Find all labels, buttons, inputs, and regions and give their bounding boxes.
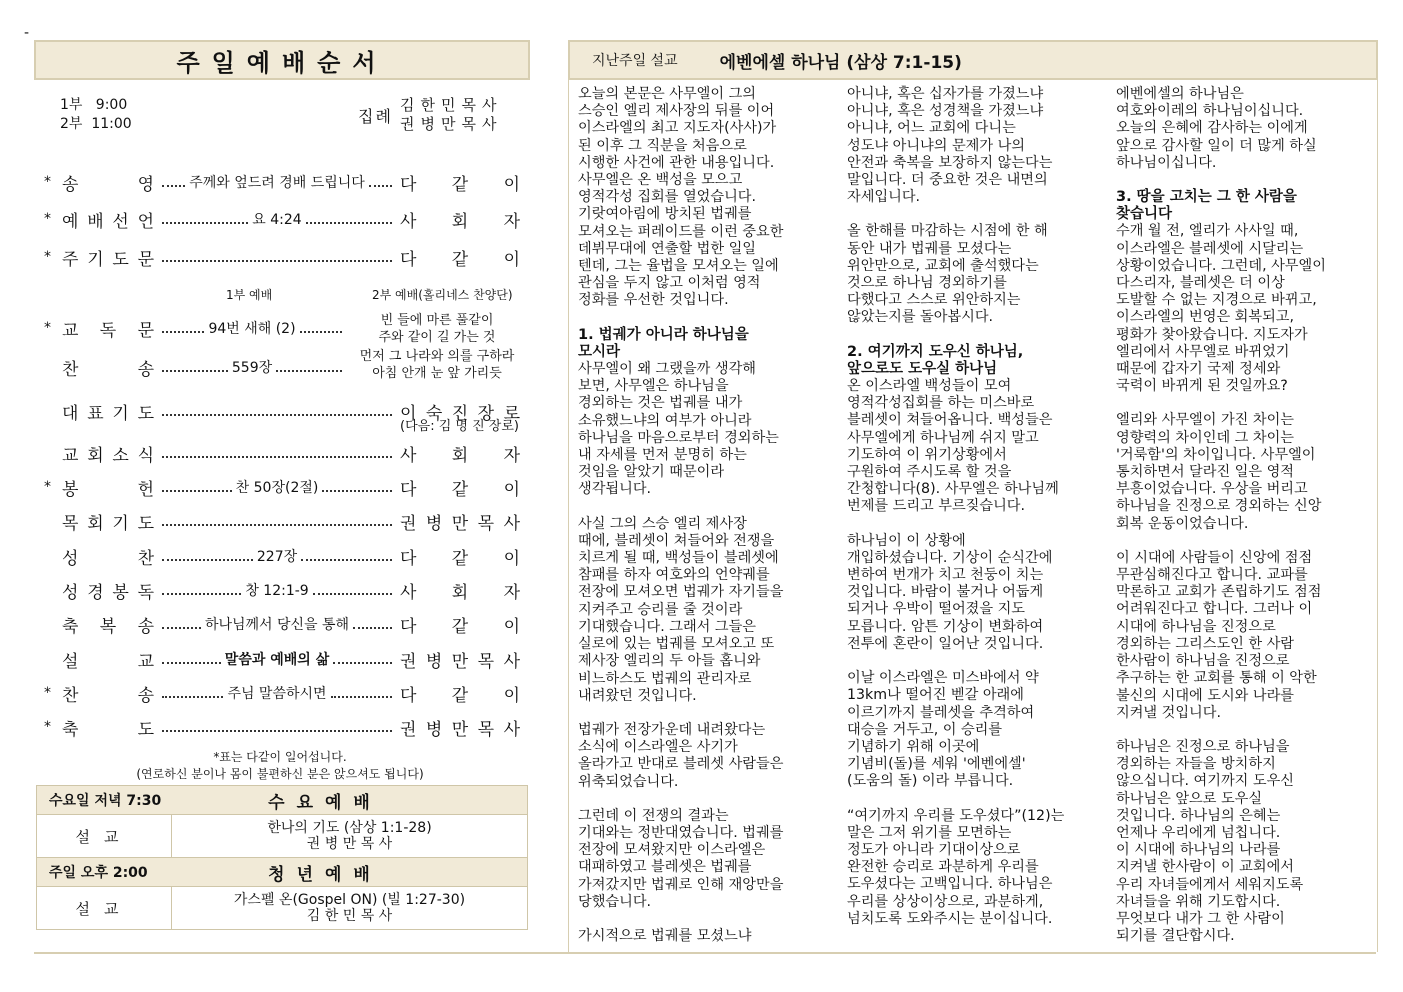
order-item-leader bbox=[400, 647, 524, 672]
spread-char: 권 bbox=[400, 513, 417, 534]
order-row bbox=[44, 244, 524, 270]
order-item-detail: 찬 50장(2절) bbox=[235, 480, 319, 496]
wednesday-service-table bbox=[36, 785, 528, 858]
leader-dots bbox=[162, 172, 392, 192]
spread-char: 목 bbox=[477, 513, 495, 534]
dot-leader bbox=[162, 593, 241, 595]
order-item-leader bbox=[400, 245, 524, 270]
leader-dots bbox=[162, 614, 392, 634]
spread-char: 진 bbox=[451, 403, 469, 424]
spread-char: 회 bbox=[451, 211, 469, 232]
youth-title: 청년예배 bbox=[268, 864, 382, 885]
order-item-leader bbox=[400, 681, 524, 706]
spread-char: 찬 bbox=[62, 685, 79, 706]
spread-char: 경 bbox=[87, 582, 104, 603]
dot-leader bbox=[162, 559, 253, 561]
spread-char: 찬 bbox=[62, 359, 79, 380]
paragraph-gap bbox=[847, 653, 1109, 670]
spread-char: 자 bbox=[503, 211, 520, 232]
sermon-paragraph: 이날 이스라엘은 미스바에서 약 13km나 떨어진 벧갈 아래에 이르기까지 블레셋을 추격하여 대승을 거두고, 이 승리를 기념하기 위해 이곳에 기념비(돌)를 세워 '에벤에셀' (도움의 돌) 이라 부릅니다. bbox=[847, 670, 1039, 790]
section-heading: 1. 법궤가 아니라 하나님을 모시라 bbox=[578, 326, 749, 360]
order-item-name bbox=[62, 681, 154, 706]
spread-char: 같 bbox=[451, 616, 469, 637]
sermon-paragraph: 수개 월 전, 엘리가 사사일 때, 이스라엘은 블레셋에 시달리는 상황이었습니다. 그런데, 사무엘이 다스리자, 블레셋은 더 이상 도발할 수 없는 지경으로 바뀌고, 이스라엘의 번영은 회복되고, 평화가 찾아왔습니다. 지도자가 엘리에서 사무엘로 바뀌었기 때문에 갑자기 국제 정세와 국력이 바뀌게 된 것일까요? bbox=[1116, 223, 1326, 395]
spread-char: 같 bbox=[451, 174, 469, 195]
spread-char: 이 bbox=[503, 174, 520, 195]
dot-leader bbox=[162, 370, 228, 372]
leader-dots bbox=[162, 252, 392, 262]
order-item-name bbox=[62, 509, 154, 534]
spread-char: 사 bbox=[400, 582, 417, 603]
spread-char: 송 bbox=[137, 685, 154, 706]
service-time-second: 2부 11:00 bbox=[60, 116, 132, 132]
spread-char: 봉 bbox=[112, 582, 129, 603]
order-item-detail: 창 12:1-9 bbox=[245, 583, 309, 599]
dot-leader bbox=[162, 222, 248, 224]
sermon-title: 에벤에셀 하나님 (삼상 7:1-15) bbox=[719, 52, 962, 73]
alt-hymn-2: 주와 같이 길 가는 것 bbox=[378, 330, 496, 345]
spread-char: 만 bbox=[451, 719, 469, 740]
youth-preacher: 김 한 민 목 사 bbox=[306, 908, 393, 924]
paragraph-gap bbox=[847, 206, 1109, 223]
order-item-leader bbox=[400, 207, 524, 232]
spread-char: 사 bbox=[400, 211, 417, 232]
order-row bbox=[44, 508, 524, 534]
standing-note: *표는 다같이 일어섭니다. bbox=[213, 750, 347, 764]
spread-char: 같 bbox=[451, 548, 469, 569]
spread-char: 축 bbox=[62, 719, 79, 740]
spread-char: 복 bbox=[99, 616, 117, 637]
dot-leader bbox=[162, 662, 221, 664]
order-row bbox=[44, 714, 524, 740]
first-service-heading: 1부 예배 bbox=[226, 288, 273, 302]
spread-char: 병 bbox=[425, 513, 443, 534]
spread-char: 소 bbox=[112, 445, 129, 466]
dot-leader bbox=[300, 331, 342, 333]
spread-char: 송 bbox=[62, 174, 79, 195]
sermon-paragraph: 사무엘이 왜 그랬을까 생각해 보면, 사무엘은 하나님을 경외하는 것은 법궤를 내가 소유했느냐의 여부가 아니라 하나님을 마음으로부터 경외하는 내 자세를 먼저 분명히 하는 것임을 알았기 때문이라 생각됩니다. bbox=[578, 361, 779, 498]
spread-char: 교 bbox=[62, 320, 79, 341]
sermon-header bbox=[568, 40, 1378, 80]
paragraph-gap bbox=[1116, 172, 1378, 189]
sermon-column-1 bbox=[578, 86, 840, 945]
order-item-leader bbox=[400, 612, 524, 637]
wednesday-title: 수요예배 bbox=[268, 792, 382, 813]
sermon-column-2 bbox=[847, 86, 1109, 928]
order-item-name bbox=[62, 612, 154, 637]
spread-char: 사 bbox=[400, 445, 417, 466]
spread-char: 병 bbox=[425, 651, 443, 672]
sermon-column-3 bbox=[1116, 86, 1378, 945]
spread-char: 다 bbox=[400, 548, 417, 569]
order-item-leader bbox=[400, 475, 524, 500]
dot-leader bbox=[333, 662, 392, 664]
spread-char: 다 bbox=[400, 249, 417, 270]
standing-marker: * bbox=[44, 249, 51, 265]
last-sermon-label: 지난주일 설교 bbox=[592, 53, 678, 69]
order-item-detail: 말씀과 예배의 삶 bbox=[224, 652, 330, 668]
youth-role: 설교 bbox=[37, 887, 172, 929]
spread-char: 다 bbox=[400, 685, 417, 706]
order-item-detail: 주님 말씀하시면 bbox=[227, 686, 327, 702]
sermon-paragraph: 엘리와 사무엘이 가진 차이는 영향력의 차이인데 그 차이는 '거룩함'의 차이입니다. 사무엘이 통치하면서 달라진 일은 영적 부흥이었습니다. 우상을 버리고 하나님을 진정으로 경외하는 신앙 회복 운동이었습니다. bbox=[1116, 412, 1322, 532]
spread-char: 같 bbox=[451, 685, 469, 706]
spread-char: 로 bbox=[503, 403, 520, 424]
spread-char: 성 bbox=[62, 582, 79, 603]
order-row bbox=[44, 577, 524, 603]
dot-leader bbox=[353, 627, 392, 629]
spread-char: 기 bbox=[112, 513, 129, 534]
spread-char: 선 bbox=[112, 211, 129, 232]
spread-char: 목 bbox=[477, 651, 495, 672]
paragraph-gap bbox=[847, 791, 1109, 808]
leader-dots bbox=[162, 516, 392, 526]
sermon-paragraph: 아니냐, 혹은 십자가를 가졌느냐 아니냐, 혹은 성경책을 가졌느냐 아니냐, 어느 교회에 다니는 성도냐 아니냐의 문제가 나의 안전과 축복을 보장하지 않는다는 말입니다. 더 중요한 것은 내면의 자세입니다. bbox=[847, 86, 1053, 206]
sermon-paragraph: 에벤에셀의 하나님은 여호와이레의 하나님이십니다. 오늘의 은혜에 감사하는 이에게 앞으로 감사할 일이 더 많게 하실 하나님이십니다. bbox=[1116, 86, 1317, 171]
dot-leader bbox=[162, 524, 392, 526]
order-item-detail: 559장 bbox=[231, 360, 273, 376]
spread-char: 같 bbox=[451, 249, 469, 270]
sermon-paragraph: 사실 그의 스승 엘리 제사장 때에, 블레셋이 쳐들어와 전쟁을 치르게 될 때, 백성들이 블레셋에 참패를 하자 여호와의 언약궤를 전장에 모셔오면 법궤가 자기들을 지켜주고 승리를 줄 것이라 기대했습니다. 그래서 그들은 실로에 있는 법궤를 모셔오고 또 제사장 엘리의 두 아들 홉니와 비느하스도 법궤의 관리자로 내려왔던 것입니다. bbox=[578, 515, 784, 704]
order-item-leader bbox=[400, 509, 524, 534]
dot-leader bbox=[313, 593, 392, 595]
spread-char: 이 bbox=[503, 548, 520, 569]
leader-dots bbox=[162, 406, 392, 416]
section-heading: 3. 땅을 고치는 그 한 사람을 찾습니다 bbox=[1116, 189, 1297, 223]
spread-char: 권 bbox=[400, 651, 417, 672]
dot-leader bbox=[306, 222, 392, 224]
spread-char: 장 bbox=[477, 403, 495, 424]
dot-leader bbox=[369, 185, 392, 187]
dot-leader bbox=[162, 185, 185, 187]
dot-leader bbox=[162, 627, 201, 629]
sermon-paragraph: 가시적으로 법궤를 모셨느냐 bbox=[578, 927, 752, 944]
spread-char: 사 bbox=[503, 513, 520, 534]
order-item-name bbox=[62, 578, 154, 603]
order-item-detail: 요 4:24 bbox=[252, 212, 302, 228]
order-item-name bbox=[62, 647, 154, 672]
order-item-leader bbox=[400, 441, 524, 466]
leader-dots bbox=[162, 722, 392, 732]
sermon-paragraph: 이 시대에 사람들이 신앙에 점점 무관심해진다고 합니다. 교파를 막론하고 교회가 존립하기도 점점 어려워진다고 합니다. 그러나 이 시대에 하나님을 진정으로 경외하는 그리스도인 한 사람 한사람이 하나님을 진정으로 추구하는 한 교회를 통해 이 악한 불신의 시대에 도시와 나라를 지켜낼 것입니다. bbox=[1116, 549, 1322, 721]
sermon-paragraph: 하나님은 진정으로 하나님을 경외하는 자들을 방치하지 않으십니다. 여기까지 도우신 하나님은 앞으로 도우실 것입니다. 하나님의 은혜는 언제나 우리에게 넘칩니다. 이 시대에 하나님의 나라를 지켜낼 한사람이 이 교회에서 우리 자녀들에게서 세워지도록 자녀들을 위해 기도합시다. 무엇보다 내가 그 한 사람이 되기를 결단합시다. bbox=[1116, 738, 1304, 945]
wednesday-time: 수요일 저녁 7:30 bbox=[49, 793, 162, 809]
order-row bbox=[44, 611, 524, 637]
sermon-paragraph: “여기까지 우리를 도우셨다”(12)는 말은 그저 위기를 모면하는 정도가 아니라 기대이상으로 완전한 승리로 과분하게 우리를 도우셨다는 고백입니다. 하나님은 우리를 상상이상으로, 과분하게, 넘치도록 도와주시는 분이십니다. bbox=[847, 807, 1065, 927]
spread-char: 예 bbox=[62, 211, 79, 232]
leader-dots bbox=[162, 649, 392, 669]
order-item-name bbox=[62, 544, 154, 569]
dot-leader bbox=[162, 730, 392, 732]
spread-char: 송 bbox=[137, 359, 154, 380]
spread-char: 교 bbox=[137, 651, 154, 672]
order-item-detail: 227장 bbox=[256, 549, 298, 565]
order-item-name bbox=[62, 316, 154, 341]
spread-char: 도 bbox=[112, 249, 129, 270]
spread-char: 언 bbox=[137, 211, 154, 232]
wednesday-body bbox=[37, 814, 527, 857]
youth-time: 주일 오후 2:00 bbox=[49, 865, 148, 881]
standing-marker: * bbox=[44, 685, 51, 701]
youth-body bbox=[37, 886, 527, 929]
dot-leader bbox=[162, 456, 392, 458]
dot-leader bbox=[162, 260, 392, 262]
spread-char: 이 bbox=[503, 616, 520, 637]
order-item-name bbox=[62, 207, 154, 232]
spread-char: 축 bbox=[62, 616, 79, 637]
wednesday-role: 설교 bbox=[37, 815, 172, 857]
leader-dots bbox=[162, 448, 392, 458]
youth-detail bbox=[172, 892, 527, 924]
wednesday-header bbox=[37, 786, 527, 814]
sermon-paragraph: 온 이스라엘 백성들이 모여 영적각성집회를 하는 미스바로 블레셋이 쳐들어옵니다. 백성들은 사무엘에게 하나님께 쉬지 말고 기도하여 이 위기상황에서 구원하여 주시도록 할 것을 간청합니다(8). 사무엘은 하나님께 번제를 드리고 부르짖습니다. bbox=[847, 378, 1059, 515]
spread-char: 회 bbox=[87, 445, 104, 466]
order-item-leader bbox=[400, 578, 524, 603]
order-item-name bbox=[62, 715, 154, 740]
spread-char: 자 bbox=[503, 582, 520, 603]
order-of-worship-title: 주일예배순서 bbox=[34, 40, 530, 80]
bottom-rule bbox=[34, 952, 1376, 954]
spread-char: 이 bbox=[503, 479, 520, 500]
spread-char: 식 bbox=[137, 445, 154, 466]
spread-char: 교 bbox=[62, 445, 79, 466]
paragraph-gap bbox=[1116, 722, 1378, 739]
sermon-paragraph: 그런데 이 전쟁의 결과는 기대와는 정반대였습니다. 법궤를 전장에 모셔왔지만 이스라엘은 대패하였고 블레셋은 법궤를 가져갔지만 법궤로 인해 재앙만을 당했습니다. bbox=[578, 807, 784, 910]
sermon-paragraph: 법궤가 전장가운데 내려왔다는 소식에 이스라엘은 사기가 올라가고 반대로 블레셋 사람들은 위축되었습니다. bbox=[578, 721, 784, 790]
spread-char: 헌 bbox=[137, 479, 154, 500]
spread-char: 도 bbox=[137, 513, 154, 534]
order-row bbox=[44, 543, 524, 569]
spread-char: 회 bbox=[451, 582, 469, 603]
spread-char: 자 bbox=[503, 445, 520, 466]
leader-dots bbox=[162, 477, 392, 497]
spread-char: 숙 bbox=[425, 403, 443, 424]
spread-char: 배 bbox=[87, 211, 104, 232]
paragraph-gap bbox=[578, 791, 840, 808]
standing-marker: * bbox=[44, 174, 51, 190]
order-item-name bbox=[62, 441, 154, 466]
second-service-heading: 2부 예배(홀리네스 찬양단) bbox=[372, 288, 513, 302]
leader-dots bbox=[162, 357, 342, 377]
officiant-label: 집례 bbox=[358, 107, 393, 126]
spread-char: 문 bbox=[137, 320, 154, 341]
dot-leader bbox=[276, 370, 342, 372]
youth-header bbox=[37, 858, 527, 886]
wednesday-preacher: 권 병 만 목 사 bbox=[306, 836, 393, 852]
order-row bbox=[44, 646, 524, 672]
spread-char: 목 bbox=[62, 513, 79, 534]
wednesday-detail bbox=[172, 820, 527, 852]
alt-hymn-4: 아침 안개 눈 앞 가리듯 bbox=[372, 366, 502, 381]
spread-char: 권 bbox=[400, 719, 417, 740]
spread-char: 이 bbox=[503, 685, 520, 706]
youth-service-table bbox=[36, 857, 528, 930]
spread-char: 병 bbox=[425, 719, 443, 740]
spread-char: 같 bbox=[451, 479, 469, 500]
spread-char: 다 bbox=[400, 174, 417, 195]
leader-dots bbox=[162, 318, 342, 338]
paragraph-gap bbox=[578, 705, 840, 722]
order-item-name bbox=[62, 399, 154, 424]
spread-char: 영 bbox=[137, 174, 154, 195]
next-prayer-note: (다음: 김 명 진 장로) bbox=[400, 419, 519, 434]
alt-hymn-3: 먼저 그 나라와 의를 구하라 bbox=[359, 349, 515, 364]
dot-leader bbox=[301, 559, 392, 561]
spread-char: 다 bbox=[400, 616, 417, 637]
leader-dots bbox=[162, 546, 392, 566]
spread-char: 다 bbox=[400, 479, 417, 500]
standing-marker: * bbox=[44, 479, 51, 495]
spread-char: 목 bbox=[477, 719, 495, 740]
spread-char: 회 bbox=[87, 513, 104, 534]
order-item-name bbox=[62, 355, 154, 380]
order-item-detail: 하나님께서 당신을 통해 bbox=[204, 617, 350, 633]
leader-dots bbox=[162, 580, 392, 600]
spread-char: 독 bbox=[137, 582, 154, 603]
order-item-name bbox=[62, 245, 154, 270]
spread-char: 만 bbox=[451, 651, 469, 672]
paragraph-gap bbox=[578, 310, 840, 327]
spread-char: 성 bbox=[62, 548, 79, 569]
spread-char: 만 bbox=[451, 513, 469, 534]
spread-char: 기 bbox=[112, 403, 129, 424]
page-mark: - bbox=[24, 25, 30, 41]
paragraph-gap bbox=[1116, 395, 1378, 412]
service-time-first: 1부 9:00 bbox=[60, 97, 128, 113]
spread-char: 표 bbox=[87, 403, 104, 424]
dot-leader bbox=[162, 696, 223, 698]
sermon-paragraph: 오늘의 본문은 사무엘이 그의 스승인 엘리 제사장의 뒤를 이어 이스라엘의 최고 지도자(사사)가 된 이후 그 직분을 처음으로 시행한 사건에 관한 내용입니다. 사무엘은 온 백성을 모으고 영적각성 집회를 열었습니다. 기랏여아림에 방치된 법궤를 모셔오는 퍼레이드를 이런 중요한 데뷔무대에 연출할 법한 일일 텐데, 그는 율법을 모셔오는 일에 관심을 두지 않고 이처럼 영적 정화를 우선한 것입니다. bbox=[578, 86, 784, 309]
spread-char: 기 bbox=[87, 249, 104, 270]
order-item-leader bbox=[400, 544, 524, 569]
spread-char: 도 bbox=[137, 403, 154, 424]
order-row bbox=[44, 169, 524, 195]
sermon-paragraph: 하나님이 이 상황에 개입하셨습니다. 기상이 순식간에 변하여 번개가 치고 천둥이 치는 것입니다. 바람이 불거나 어둡게 되거나 우박이 떨어졌을 지도 모릅니다. 암튼 기상이 변화하여 전투에 혼란이 일어난 것입니다. bbox=[847, 532, 1053, 652]
dot-leader bbox=[322, 490, 392, 492]
alt-hymn-1: 빈 들에 마른 풀같이 bbox=[380, 313, 494, 328]
spread-char: 문 bbox=[137, 249, 154, 270]
section-heading: 2. 여기까지 도우신 하나님, 앞으로도 도우실 하나님 bbox=[847, 343, 1024, 377]
spread-char: 독 bbox=[99, 320, 117, 341]
order-item-name bbox=[62, 475, 154, 500]
seating-note: (연로하신 분이나 몸이 불편하신 분은 앉으셔도 됩니다) bbox=[136, 767, 424, 781]
service-times bbox=[60, 96, 132, 134]
standing-marker: * bbox=[44, 211, 51, 227]
order-item-leader bbox=[400, 715, 524, 740]
leader-dots bbox=[162, 683, 392, 703]
order-row bbox=[44, 206, 524, 232]
spread-char: 회 bbox=[451, 445, 469, 466]
spread-char: 봉 bbox=[62, 479, 79, 500]
officiant-list bbox=[400, 96, 502, 134]
paragraph-gap bbox=[1116, 533, 1378, 550]
standing-marker: * bbox=[44, 320, 51, 336]
dot-leader bbox=[331, 696, 392, 698]
spread-char: 송 bbox=[137, 616, 154, 637]
spread-char: 대 bbox=[62, 403, 79, 424]
order-row bbox=[44, 440, 524, 466]
order-item-name bbox=[62, 170, 154, 195]
spread-char: 도 bbox=[137, 719, 154, 740]
spread-char: 설 bbox=[62, 651, 79, 672]
dot-leader bbox=[162, 490, 232, 492]
youth-sermon: 가스펠 온(Gospel ON) (빌 1:27-30) bbox=[233, 892, 466, 908]
paragraph-gap bbox=[578, 499, 840, 516]
second-service-hymns-b bbox=[350, 348, 524, 382]
wednesday-sermon: 한나의 기도 (삼상 1:1-28) bbox=[267, 820, 432, 836]
paragraph-gap bbox=[847, 327, 1109, 344]
order-item-detail: 주께와 엎드려 경배 드립니다 bbox=[189, 175, 365, 191]
officiant-1: 김한민목사 bbox=[400, 96, 503, 114]
spread-char: 사 bbox=[503, 651, 520, 672]
second-service-hymns-a bbox=[350, 312, 524, 346]
dot-leader bbox=[162, 331, 204, 333]
officiant-2: 권병만목사 bbox=[400, 115, 503, 133]
paragraph-gap bbox=[847, 516, 1109, 533]
dot-leader bbox=[162, 414, 392, 416]
spread-char: 이 bbox=[503, 249, 520, 270]
order-row bbox=[44, 680, 524, 706]
standing-marker: * bbox=[44, 719, 51, 735]
order-item-detail: 94번 새해 (2) bbox=[208, 321, 296, 337]
order-row bbox=[44, 474, 524, 500]
leader-dots bbox=[162, 209, 392, 229]
order-item-leader bbox=[400, 170, 524, 195]
spread-char: 찬 bbox=[137, 548, 154, 569]
spread-char: 주 bbox=[62, 249, 79, 270]
spread-char: 사 bbox=[503, 719, 520, 740]
paragraph-gap bbox=[578, 911, 840, 928]
spread-char: 이 bbox=[400, 403, 417, 424]
sermon-paragraph: 올 한해를 마감하는 시점에 한 해 동안 내가 법궤를 모셨다는 위안만으로, 교회에 출석했다는 것으로 하나님 경외하기를 다했다고 스스로 위안하지는 않았는지를 돌아봅시다. bbox=[847, 223, 1048, 326]
